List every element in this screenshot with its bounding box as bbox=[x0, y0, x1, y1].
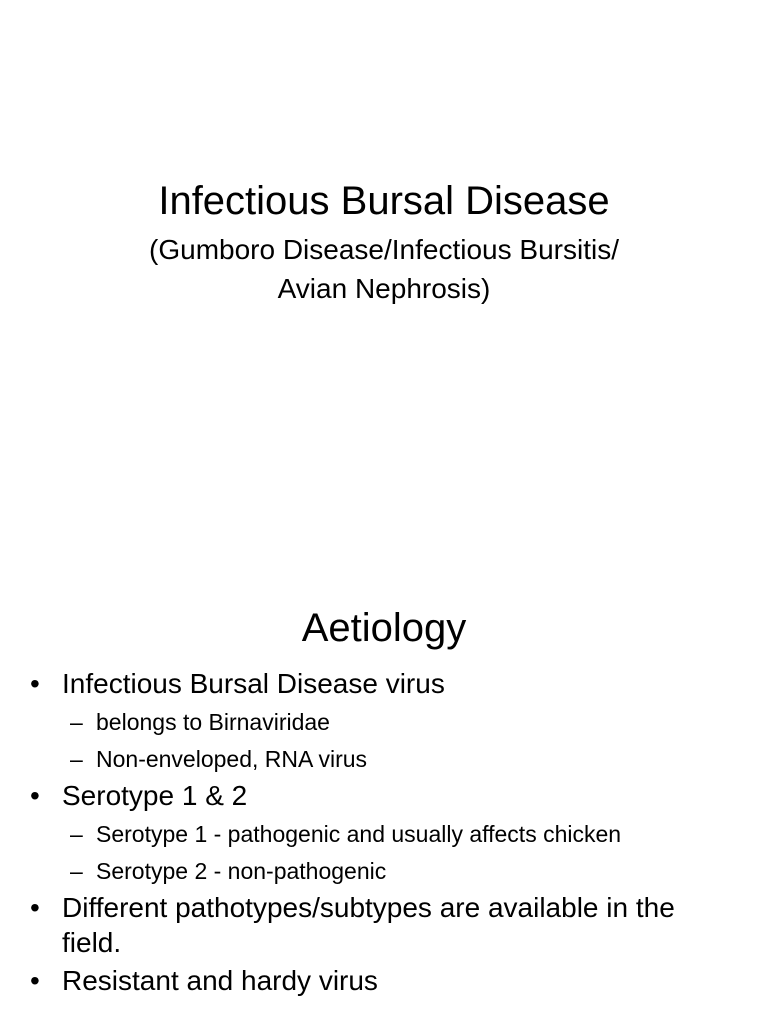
dash-icon: – bbox=[70, 746, 83, 772]
bullet-item bbox=[0, 666, 768, 701]
bullet-text: Serotype 1 & 2 bbox=[62, 780, 248, 811]
dash-icon: – bbox=[70, 858, 83, 884]
sub-bullet-item bbox=[0, 816, 768, 853]
subtitle-line: (Gumboro Disease/Infectious Bursitis/ bbox=[149, 234, 619, 265]
subtitle-line: Avian Nephrosis) bbox=[277, 273, 491, 304]
bullet-icon: • bbox=[30, 668, 40, 699]
slide-subtitle bbox=[0, 230, 768, 308]
bullet-item bbox=[0, 963, 768, 998]
slide-title-heading: Infectious Bursal Disease bbox=[158, 179, 610, 223]
bullet-item bbox=[0, 890, 768, 960]
sub-bullet-item bbox=[0, 741, 768, 778]
sub-bullet-text: Non-enveloped, RNA virus bbox=[96, 746, 368, 772]
sub-bullet-text: Serotype 1 - pathogenic and usually affects chicken bbox=[96, 821, 622, 847]
bullet-text: Infectious Bursal Disease virus bbox=[62, 668, 445, 699]
sub-bullet-text: belongs to Birnaviridae bbox=[96, 709, 330, 735]
dash-icon: – bbox=[70, 709, 83, 735]
sub-bullet-item bbox=[0, 704, 768, 741]
bullet-text: Resistant and hardy virus bbox=[62, 965, 378, 996]
dash-icon: – bbox=[70, 821, 83, 847]
bullet-item bbox=[0, 778, 768, 813]
slide-aetiology bbox=[0, 576, 768, 1024]
bullet-icon: • bbox=[30, 892, 40, 923]
bullet-icon: • bbox=[30, 965, 40, 996]
bullet-list bbox=[0, 666, 768, 1001]
slide-heading: Aetiology bbox=[301, 606, 467, 650]
bullet-text: Different pathotypes/subtypes are available in the field. bbox=[62, 892, 675, 958]
bullet-icon: • bbox=[30, 780, 40, 811]
sub-bullet-text: Serotype 2 - non-pathogenic bbox=[96, 858, 387, 884]
sub-bullet-item bbox=[0, 853, 768, 890]
